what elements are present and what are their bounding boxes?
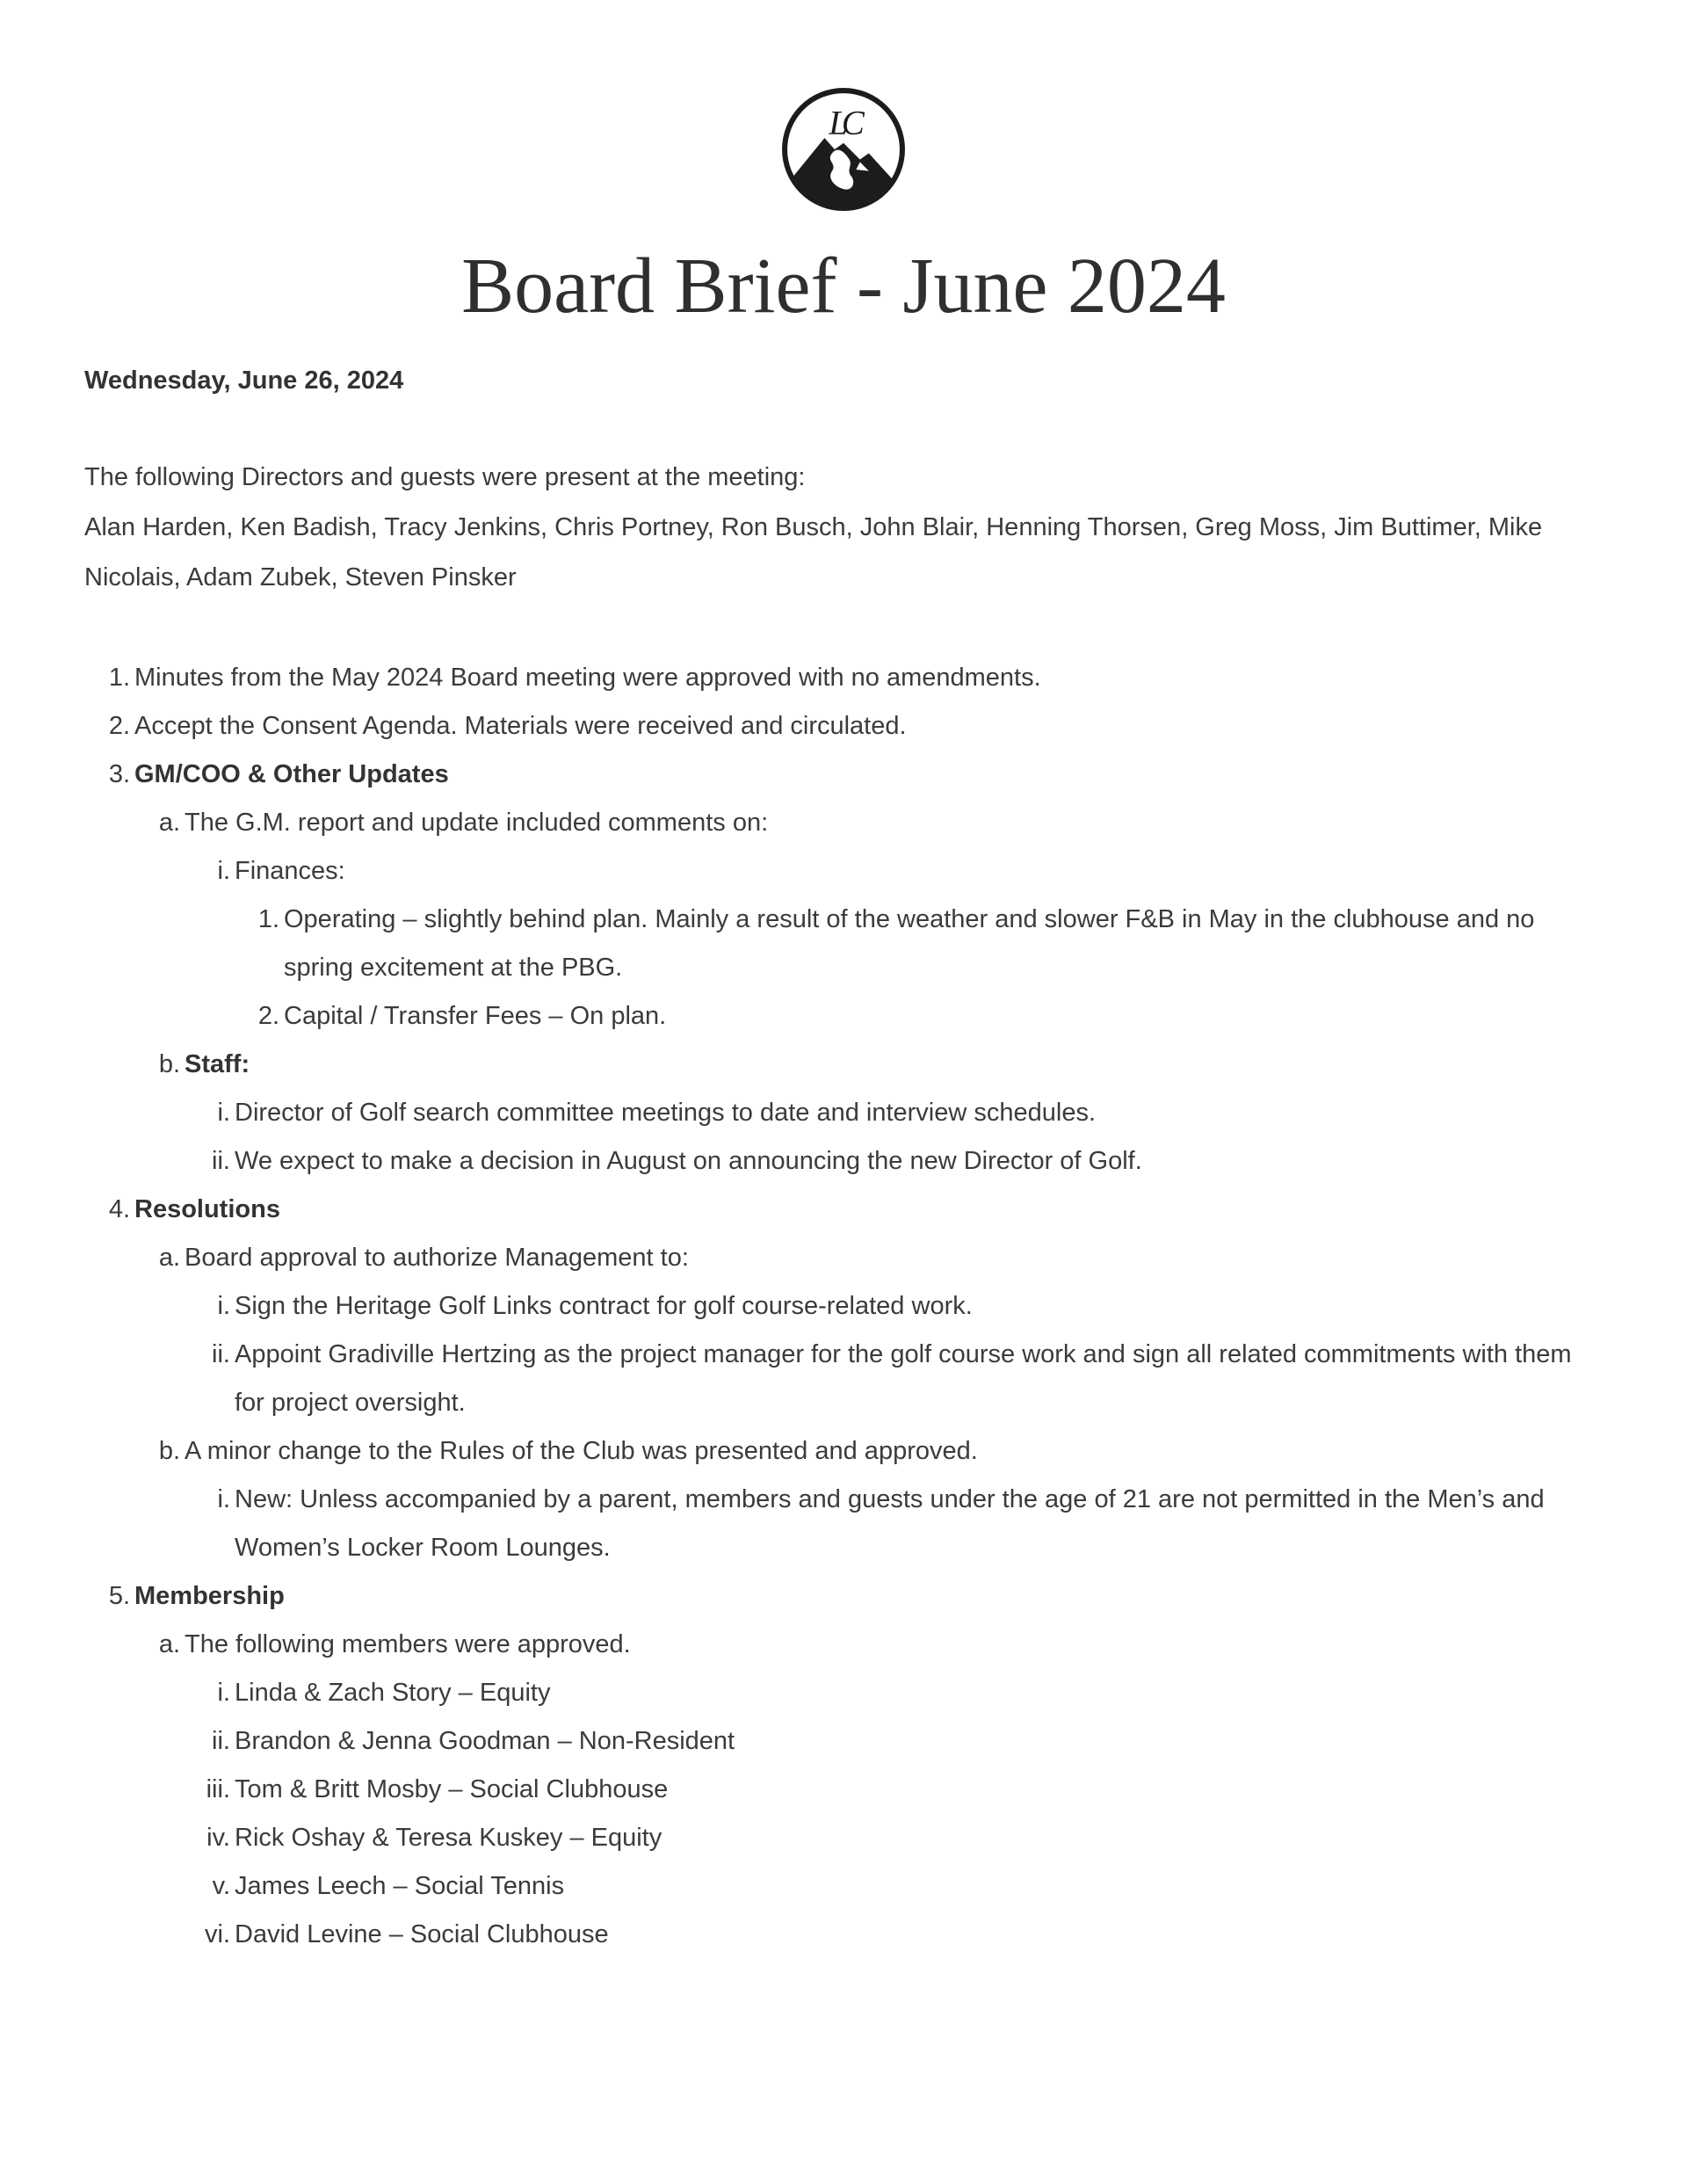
outline-item (0, 1717, 1687, 1766)
list-marker: iv. (206, 1824, 230, 1852)
list-item-text: Tom & Britt Mosby – Social Clubhouse (235, 1775, 669, 1803)
list-marker: 1. (257, 905, 279, 933)
list-item-text: GM/COO & Other Updates (134, 760, 449, 788)
outline-item (0, 1669, 1687, 1717)
list-marker: 2. (257, 1002, 279, 1030)
list-marker: 1. (108, 664, 130, 692)
outline-item (0, 992, 1687, 1041)
list-item-text: Finances: (235, 857, 345, 885)
outline-item (0, 1862, 1687, 1911)
list-item-text: Operating – slightly behind plan. Mainly a result of the weather and slower F&B in May in the clubhouse and no spring excitement at the PBG. (284, 905, 1535, 982)
list-item-text: New: Unless accompanied by a parent, members and guests under the age of 21 are not permitted in the Men’s and Women’s Locker Room Lounges. (235, 1485, 1545, 1562)
list-marker: b. (158, 1050, 180, 1078)
outline-item (0, 1911, 1687, 1959)
outline-item (0, 799, 1687, 847)
meeting-outline (0, 654, 1687, 1959)
list-marker: vi. (205, 1920, 230, 1948)
outline-item (0, 654, 1687, 702)
list-marker: ii. (212, 1147, 230, 1175)
list-item-text: Board approval to authorize Management to: (185, 1244, 689, 1272)
list-marker: ii. (212, 1340, 230, 1368)
page-title: Board Brief - June 2024 (461, 243, 1226, 330)
lc-monogram: LC (829, 104, 858, 142)
outline-item (0, 1089, 1687, 1137)
outline-item (0, 751, 1687, 799)
list-marker: ii. (212, 1727, 230, 1755)
outline-item (0, 1282, 1687, 1331)
outline-item (0, 1476, 1687, 1572)
list-marker: 5. (108, 1582, 130, 1610)
attendee-names: Alan Harden, Ken Badish, Tracy Jenkins, Chris Portney, Ron Busch, John Blair, Henning Thorsen, Greg Moss, Jim Buttimer, Mike Nicolais, Adam Zubek, Steven Pinsker (84, 513, 1543, 591)
list-item-text: Membership (134, 1582, 285, 1610)
club-logo (0, 0, 1687, 213)
outline-item (0, 702, 1687, 751)
outline-item (0, 1621, 1687, 1669)
list-marker: 2. (108, 712, 130, 740)
list-item-text: Accept the Consent Agenda. Materials were received and circulated. (134, 712, 907, 740)
list-item-text: Sign the Heritage Golf Links contract for golf course-related work. (235, 1292, 973, 1320)
list-item-text: The G.M. report and update included comments on: (185, 809, 769, 837)
list-item-text: David Levine – Social Clubhouse (235, 1920, 609, 1948)
list-item-text: Capital / Transfer Fees – On plan. (284, 1002, 667, 1030)
list-item-text: We expect to make a decision in August on announcing the new Director of Golf. (235, 1147, 1142, 1175)
list-item-text: Resolutions (134, 1195, 280, 1223)
list-marker: a. (158, 1630, 180, 1658)
list-marker: v. (212, 1872, 230, 1900)
outline-item (0, 1572, 1687, 1621)
list-marker: i. (217, 857, 230, 885)
outline-item (0, 1766, 1687, 1814)
outline-item (0, 1234, 1687, 1282)
outline-item (0, 1186, 1687, 1234)
outline-item (0, 1814, 1687, 1862)
list-marker: 3. (108, 760, 130, 788)
list-item-text: The following members were approved. (185, 1630, 631, 1658)
list-item-text: Minutes from the May 2024 Board meeting were approved with no amendments. (134, 664, 1041, 692)
list-item-text: Rick Oshay & Teresa Kuskey – Equity (235, 1824, 662, 1852)
list-item-text: Brandon & Jenna Goodman – Non-Resident (235, 1727, 735, 1755)
outline-item (0, 1137, 1687, 1186)
list-marker: iii. (206, 1775, 230, 1803)
outline-item (0, 1041, 1687, 1089)
list-marker: i. (217, 1292, 230, 1320)
list-marker: a. (158, 809, 180, 837)
list-item-text: A minor change to the Rules of the Club was presented and approved. (185, 1437, 978, 1465)
list-marker: i. (217, 1099, 230, 1127)
list-marker: i. (217, 1679, 230, 1707)
list-item-text: Staff: (185, 1050, 250, 1078)
list-item-text: Appoint Gradiville Hertzing as the project manager for the golf course work and sign all related commitments with them for project oversight. (235, 1340, 1572, 1417)
outline-item (0, 1427, 1687, 1476)
list-marker: a. (158, 1244, 180, 1272)
meeting-date: Wednesday, June 26, 2024 (84, 366, 404, 395)
list-item-text: Director of Golf search committee meetings to date and interview schedules. (235, 1099, 1097, 1127)
list-item-text: James Leech – Social Tennis (235, 1872, 565, 1900)
list-marker: i. (217, 1485, 230, 1513)
list-marker: b. (158, 1437, 180, 1465)
outline-item (0, 1331, 1687, 1427)
outline-item (0, 896, 1687, 992)
attendance-paragraph (84, 453, 1603, 603)
outline-item (0, 847, 1687, 896)
attendance-lead: The following Directors and guests were present at the meeting: (84, 463, 806, 491)
list-item-text: Linda & Zach Story – Equity (235, 1679, 551, 1707)
mountain-monogram-icon (780, 86, 907, 213)
list-marker: 4. (108, 1195, 130, 1223)
